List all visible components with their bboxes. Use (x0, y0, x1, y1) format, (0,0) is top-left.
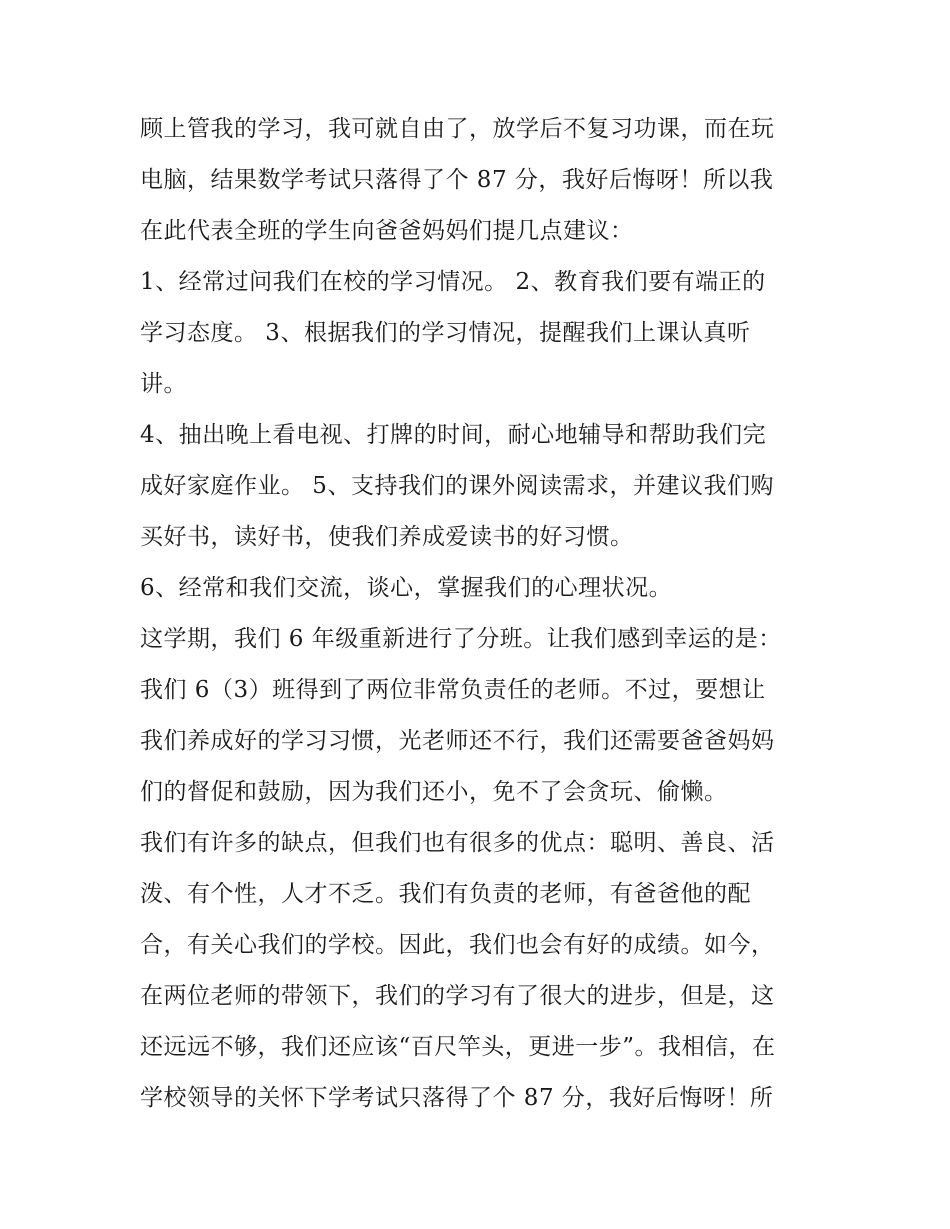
text-line: 6、经常和我们交流，谈心，掌握我们的心理状况。 (140, 575, 673, 601)
text-line: 在两位老师的带领下，我们的学习有了很大的进步，但是，这 (140, 983, 775, 1009)
text-line: 讲。 (140, 371, 187, 397)
text-line: 我们有许多的缺点，但我们也有很多的优点：聪明、善良、活 (140, 830, 775, 856)
document-body (140, 104, 820, 1124)
text-line: 我们养成好的学习习惯，光老师还不行，我们还需要爸爸妈妈 (140, 728, 775, 754)
text-line: 学校领导的关怀下学考试只落得了个 87 分，我好后悔呀！所 (140, 1085, 774, 1111)
text-line: 4、抽出晚上看电视、打牌的时间，耐心地辅导和帮助我们完 (140, 422, 767, 448)
text-line: 买好书，读好书，使我们养成爱读书的好习惯。 (140, 524, 634, 550)
text-line: 成好家庭作业。 5、支持我们的课外阅读需求，并建议我们购 (140, 473, 774, 499)
text-line: 在此代表全班的学生向爸爸妈妈们提几点建议： (140, 218, 634, 244)
text-line: 合，有关心我们的学校。因此，我们也会有好的成绩。如今， (140, 932, 775, 958)
text-line: 电脑，结果数学考试只落得了个 87 分，我好后悔呀！所以我 (140, 167, 774, 193)
text-line: 们的督促和鼓励，因为我们还小，免不了会贪玩、偷懒。 (140, 779, 728, 805)
text-line: 学习态度。 3、根据我们的学习情况，提醒我们上课认真听 (140, 320, 751, 346)
text-line: 我们 6（3）班得到了两位非常负责任的老师。不过，要想让 (140, 677, 766, 703)
text-line: 还远远不够，我们还应该“百尺竿头，更进一步”。我相信，在 (140, 1034, 776, 1060)
text-line: 这学期，我们 6 年级重新进行了分班。让我们感到幸运的是： (140, 626, 782, 652)
text-line: 1、经常过问我们在校的学习情况。 2、教育我们要有端正的 (140, 269, 766, 295)
text-line: 泼、有个性，人才不乏。我们有负责的老师，有爸爸他的配 (140, 881, 751, 907)
text-line: 顾上管我的学习，我可就自由了，放学后不复习功课，而在玩 (140, 116, 775, 142)
